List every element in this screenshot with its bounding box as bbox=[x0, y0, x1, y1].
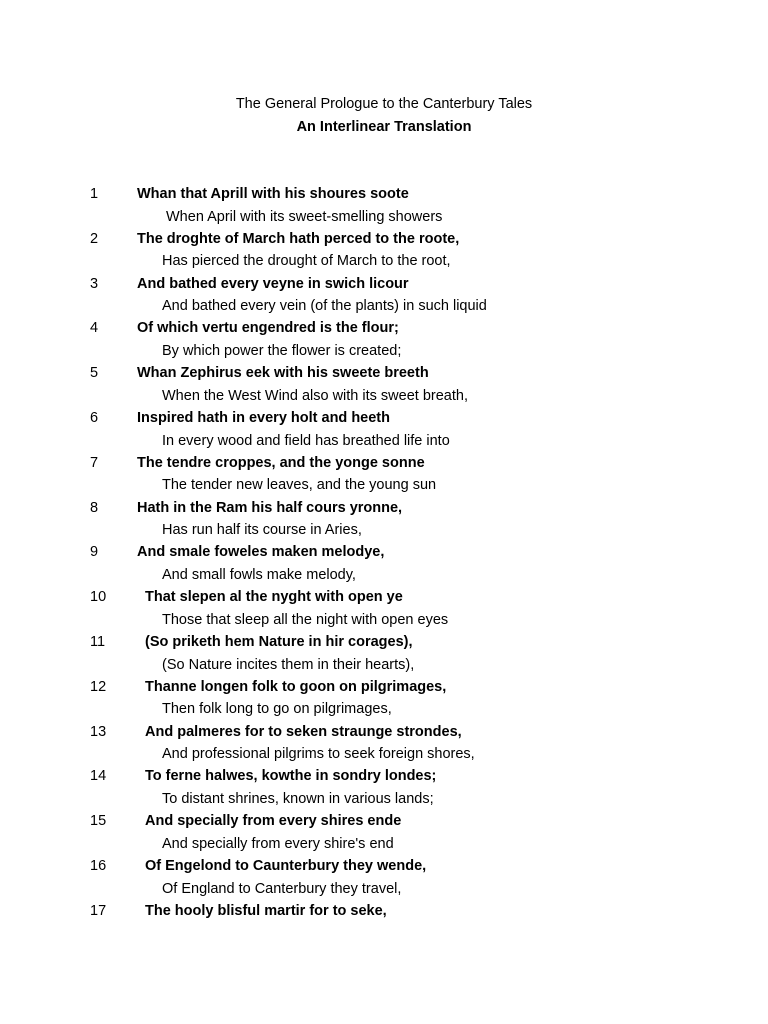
line-number: 4 bbox=[90, 320, 99, 337]
original-line: Whan that Aprill with his shoures soote bbox=[137, 186, 409, 202]
translation-line: And professional pilgrims to seek foreign shores, bbox=[162, 746, 475, 763]
translation-line: Has run half its course in Aries, bbox=[162, 522, 362, 539]
line-number: 5 bbox=[90, 365, 99, 382]
line-number: 8 bbox=[90, 499, 99, 516]
original-line: And specially from every shires ende bbox=[145, 813, 402, 830]
document-subtitle: An Interlinear Translation bbox=[296, 119, 472, 135]
line-number: 11 bbox=[90, 634, 106, 650]
line-number: 15 bbox=[90, 813, 107, 830]
translation-line: When the West Wind also with its sweet breath, bbox=[162, 387, 468, 404]
translation-line: By which power the flower is created; bbox=[162, 342, 402, 359]
original-line: The hooly blisful martir for to seke, bbox=[145, 902, 387, 919]
original-line: Inspired hath in every holt and heeth bbox=[137, 410, 390, 426]
original-line: Of which vertu engendred is the flour; bbox=[137, 320, 399, 337]
line-number: 2 bbox=[90, 230, 99, 247]
line-number: 6 bbox=[90, 410, 99, 426]
original-line: To ferne halwes, kowthe in sondry londes; bbox=[145, 768, 437, 785]
line-number: 16 bbox=[90, 858, 107, 874]
line-number: 10 bbox=[90, 589, 107, 606]
translation-line: Then folk long to go on pilgrimages, bbox=[162, 701, 392, 718]
translation-line: The tender new leaves, and the young sun bbox=[162, 477, 437, 494]
line-number: 3 bbox=[90, 275, 99, 292]
translation-line: To distant shrines, known in various lands; bbox=[162, 790, 434, 807]
original-line: And bathed every veyne in swich licour bbox=[137, 275, 409, 292]
document-title: The General Prologue to the Canterbury Tales bbox=[235, 96, 533, 112]
line-number: 7 bbox=[90, 454, 99, 471]
original-line: Of Engelond to Caunterbury they wende, bbox=[145, 858, 427, 874]
translation-line: Has pierced the drought of March to the root, bbox=[162, 253, 451, 270]
translation-line: And small fowls make melody, bbox=[162, 566, 356, 583]
original-line: That slepen al the nyght with open ye bbox=[145, 589, 403, 606]
original-line: And palmeres for to seken straunge strondes, bbox=[145, 723, 462, 740]
translation-line: Of England to Canterbury they travel, bbox=[162, 880, 402, 897]
original-line: Whan Zephirus eek with his sweete breeth bbox=[137, 365, 429, 382]
original-line: (So priketh hem Nature in hir corages), bbox=[145, 634, 413, 650]
original-line: And smale foweles maken melodye, bbox=[137, 544, 385, 561]
original-line: Hath in the Ram his half cours yronne, bbox=[137, 499, 403, 516]
line-number: 9 bbox=[90, 544, 99, 561]
original-line: Thanne longen folk to goon on pilgrimages, bbox=[145, 678, 447, 695]
line-number: 12 bbox=[90, 678, 107, 695]
translation-line: And bathed every vein (of the plants) in such liquid bbox=[162, 298, 487, 315]
line-number: 1 bbox=[90, 186, 99, 202]
line-number: 13 bbox=[90, 723, 107, 740]
line-number: 17 bbox=[90, 902, 107, 919]
original-line: The droghte of March hath perced to the roote, bbox=[137, 230, 460, 247]
translation-line: And specially from every shire's end bbox=[162, 835, 394, 852]
line-number: 14 bbox=[90, 768, 107, 785]
translation-line: (So Nature incites them in their hearts), bbox=[162, 656, 415, 673]
translation-line: In every wood and field has breathed life into bbox=[162, 432, 450, 449]
original-line: The tendre croppes, and the yonge sonne bbox=[137, 454, 425, 471]
translation-line: Those that sleep all the night with open eyes bbox=[162, 611, 449, 628]
translation-line: When April with its sweet-smelling showers bbox=[166, 208, 443, 225]
